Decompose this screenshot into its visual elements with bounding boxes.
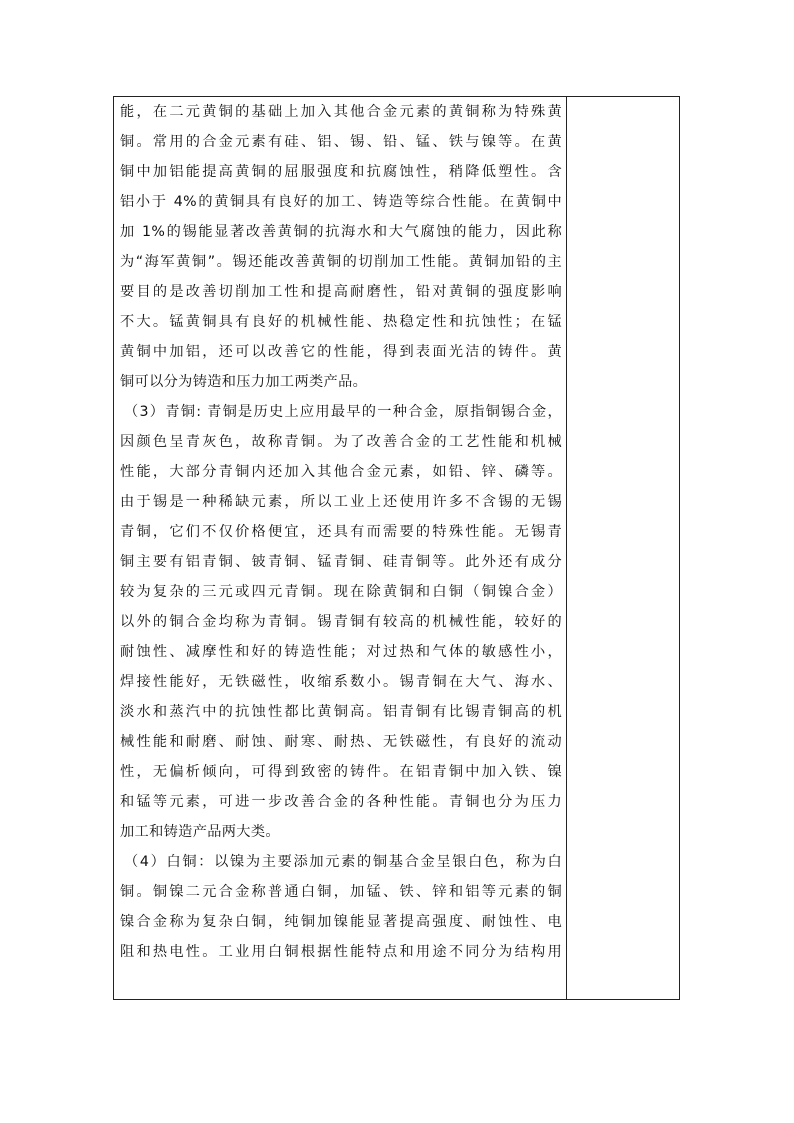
text-line: 性能，大部分青铜内还加入其他合金元素，如铅、锌、磷等。 [120,464,562,480]
text-line: 性，无偏析倾向，可得到致密的铸件。在铝青铜中加入铁、镍 [120,764,562,780]
content-table [113,96,680,1000]
text-line: 和锰等元素，可进一步改善合金的各种性能。青铜也分为压力 [120,794,562,810]
text-line: 阻和热电性。工业用白铜根据性能特点和用途不同分为结构用 [120,944,562,960]
text-line: 镍合金称为复杂白铜，纯铜加镍能显著提高强度、耐蚀性、电 [120,914,562,930]
text-line: 能，在二元黄铜的基础上加入其他合金元素的黄铜称为特殊黄 [120,104,562,120]
text-line: 铜主要有铝青铜、铍青铜、锰青铜、硅青铜等。此外还有成分 [120,554,562,570]
text-line: 为“海军黄铜”。锡还能改善黄铜的切削加工性能。黄铜加铅的主 [120,254,562,270]
text-line: 耐蚀性、减摩性和好的铸造性能；对过热和气体的敏感性小， [120,644,562,660]
text-line: 因颜色呈青灰色，故称青铜。为了改善合金的工艺性能和机械 [120,434,562,450]
text-line: 加工和铸造产品两大类。 [120,824,280,840]
text-line: 焊接性能好，无铁磁性，收缩系数小。锡青铜在大气、海水、 [120,674,562,690]
text-line: 由于锡是一种稀缺元素，所以工业上还使用许多不含锡的无锡 [120,494,562,510]
text-line: 黄铜中加铝，还可以改善它的性能，得到表面光洁的铸件。黄 [120,344,562,360]
text-line: 铜可以分为铸造和压力加工两类产品。 [120,374,368,390]
text-line: 较为复杂的三元或四元青铜。现在除黄铜和白铜（铜镍合金） [120,584,562,600]
text-line: 铜中加铝能提高黄铜的屈服强度和抗腐蚀性，稍降低塑性。含 [120,164,562,180]
text-line: 铜。铜镍二元合金称普通白铜，加锰、铁、锌和铝等元素的铜 [120,884,562,900]
paragraph-bronze-heading-line: （3）青铜: 青铜是历史上应用最早的一种合金，原指铜锡合金， [124,404,562,420]
text-line: 要目的是改善切削加工性和提高耐磨性，铅对黄铜的强度影响 [120,284,562,300]
text-line: 不大。锰黄铜具有良好的机械性能、热稳定性和抗蚀性；在锰 [120,314,562,330]
text-line: 铜。常用的合金元素有硅、铝、锡、铅、锰、铁与镍等。在黄 [120,134,562,150]
text-line: 械性能和耐磨、耐蚀、耐寒、耐热、无铁磁性，有良好的流动 [120,734,562,750]
text-line: 淡水和蒸汽中的抗蚀性都比黄铜高。铝青铜有比锡青铜高的机 [120,704,562,720]
text-line: 以外的铜合金均称为青铜。锡青铜有较高的机械性能，较好的 [120,614,562,630]
text-cell [114,97,566,999]
paragraph-cupronickel-heading-line: （4）白铜：以镍为主要添加元素的铜基合金呈银白色，称为白 [124,854,562,870]
empty-notes-cell [567,97,679,999]
text-line: 青铜，它们不仅价格便宜，还具有而需要的特殊性能。无锡青 [120,524,562,540]
text-line: 铝小于 4%的黄铜具有良好的加工、铸造等综合性能。在黄铜中 [120,194,562,210]
text-line: 加 1%的锡能显著改善黄铜的抗海水和大气腐蚀的能力，因此称 [120,224,562,240]
